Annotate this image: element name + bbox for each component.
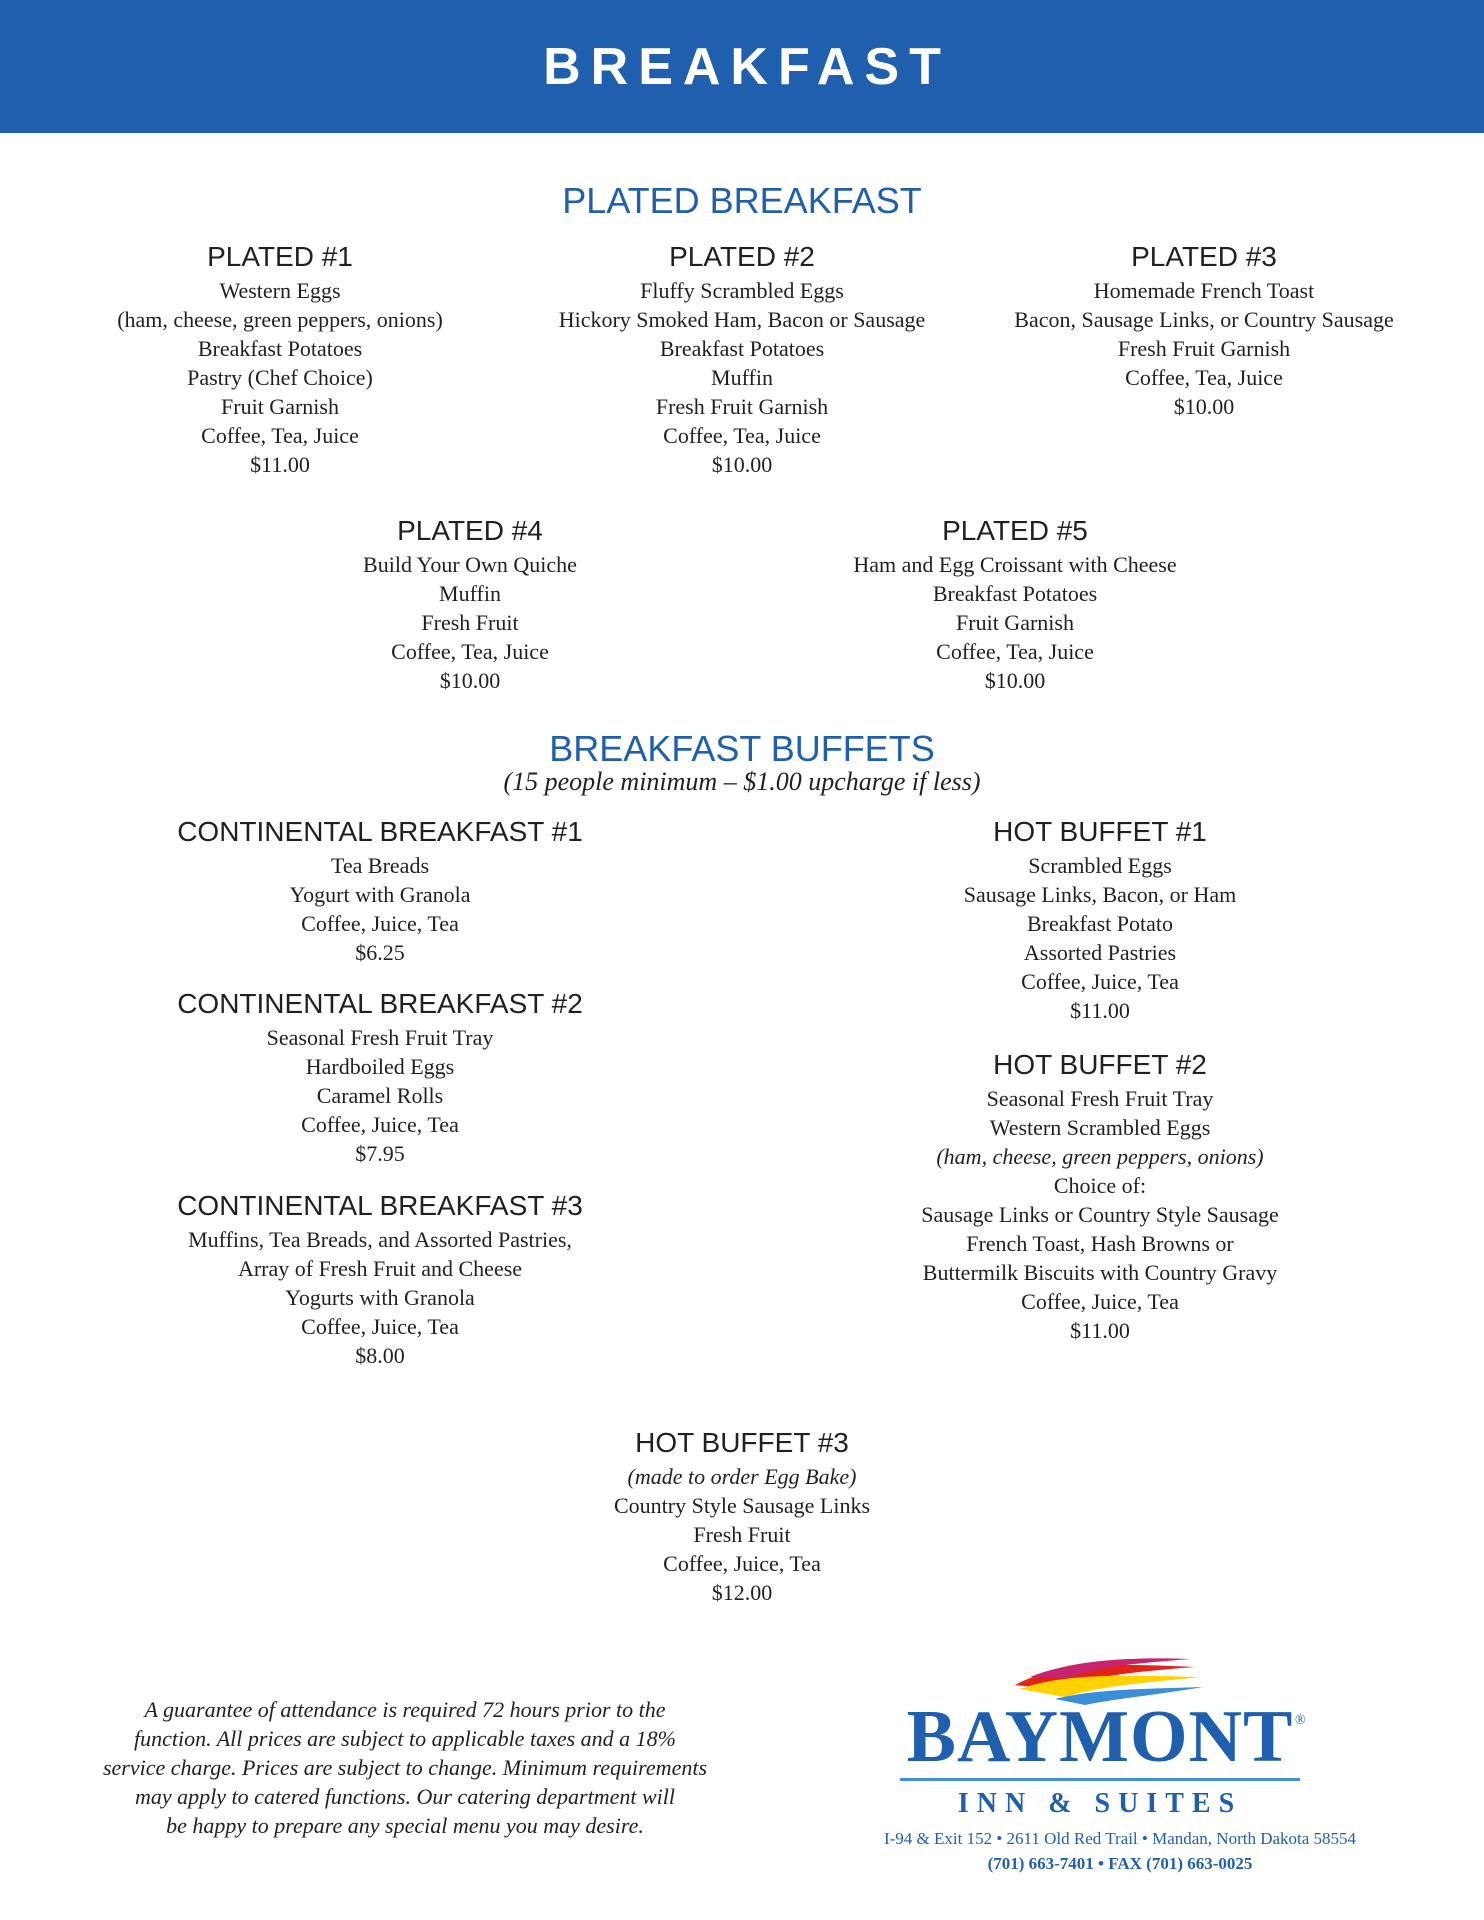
item-price: $10.00	[711, 452, 773, 477]
item-line: (ham, cheese, green peppers, onions)	[117, 307, 443, 332]
item-line: Ham and Egg Croissant with Cheese	[853, 552, 1177, 577]
continental-3-name: CONTINENTAL BREAKFAST #3	[177, 1190, 583, 1221]
item-line: Breakfast Potatoes	[659, 336, 825, 361]
logo-subtitle: INN & SUITES	[957, 1788, 1243, 1819]
plated-section-title: PLATED BREAKFAST	[562, 180, 922, 221]
buffets-section-title: BREAKFAST BUFFETS	[549, 728, 935, 769]
item-price: $8.00	[355, 1343, 405, 1368]
item-line: Scrambled Eggs	[1028, 853, 1172, 878]
item-line: Fresh Fruit Garnish	[1117, 336, 1291, 361]
item-line: Breakfast Potatoes	[197, 336, 363, 361]
item-line: Assorted Pastries	[1023, 940, 1177, 965]
item-line: Fresh Fruit Garnish	[655, 394, 829, 419]
continental-1-name: CONTINENTAL BREAKFAST #1	[177, 816, 583, 847]
address-line: I-94 & Exit 152 • 2611 Old Red Trail • Mandan, North Dakota 58554	[883, 1829, 1357, 1848]
item-line: Western Scrambled Eggs	[989, 1115, 1211, 1140]
item-line: Build Your Own Quiche	[363, 552, 577, 577]
item-line: Bacon, Sausage Links, or Country Sausage	[1014, 307, 1394, 332]
item-line: Coffee, Tea, Juice	[391, 639, 549, 664]
item-line: Yogurt with Granola	[289, 882, 471, 907]
item-line: Homemade French Toast	[1093, 278, 1315, 303]
item-line: French Toast, Hash Browns or	[966, 1231, 1234, 1256]
item-line: Seasonal Fresh Fruit Tray	[266, 1025, 494, 1050]
item-line: Hickory Smoked Ham, Bacon or Sausage	[558, 307, 926, 332]
plated-1-card	[80, 240, 480, 479]
item-line: Muffins, Tea Breads, and Assorted Pastries,	[188, 1227, 572, 1252]
item-line: Sausage Links or Country Style Sausage	[921, 1202, 1279, 1227]
item-line: Array of Fresh Fruit and Cheese	[237, 1256, 523, 1281]
page-title: BREAKFAST	[543, 37, 951, 96]
note-line: may apply to catered functions. Our catering department will	[135, 1784, 675, 1809]
item-line: Yogurts with Granola	[285, 1285, 475, 1310]
buffets-subtitle: (15 people minimum – $1.00 upcharge if less)	[503, 767, 981, 796]
item-line: Fruit Garnish	[956, 610, 1074, 635]
registered-mark: ®	[1295, 1713, 1306, 1728]
item-line: Coffee, Juice, Tea	[301, 911, 459, 936]
item-line: Country Style Sausage Links	[613, 1493, 871, 1518]
hot-buffet-1-card	[880, 815, 1320, 1025]
plated-5-card	[815, 514, 1215, 695]
plated-2-card	[532, 240, 952, 479]
item-line: Seasonal Fresh Fruit Tray	[986, 1086, 1214, 1111]
phone-line: (701) 663-7401 • FAX (701) 663-0025	[987, 1854, 1253, 1873]
item-line: Fresh Fruit	[693, 1522, 791, 1547]
plated-5-name: PLATED #5	[942, 515, 1088, 546]
hot-buffet-2-name: HOT BUFFET #2	[993, 1049, 1207, 1080]
item-line: Choice of:	[1053, 1173, 1147, 1198]
item-line: Tea Breads	[330, 853, 430, 878]
item-line: Pastry (Chef Choice)	[187, 365, 373, 390]
item-line: Coffee, Tea, Juice	[936, 639, 1094, 664]
item-line: Coffee, Tea, Juice	[663, 423, 821, 448]
item-price: $11.00	[1070, 998, 1130, 1023]
item-line: Fluffy Scrambled Eggs	[640, 278, 844, 303]
item-price: $12.00	[711, 1580, 773, 1605]
continental-2-name: CONTINENTAL BREAKFAST #2	[177, 988, 583, 1019]
item-price: $10.00	[439, 668, 501, 693]
note-line: A guarantee of attendance is required 72 hours prior to the	[144, 1697, 666, 1722]
item-line: Coffee, Tea, Juice	[1125, 365, 1283, 390]
item-line: Muffin	[711, 365, 773, 390]
guarantee-note	[70, 1695, 740, 1840]
item-price: $10.00	[1173, 394, 1235, 419]
item-line: Breakfast Potatoes	[932, 581, 1098, 606]
plated-4-name: PLATED #4	[397, 515, 543, 546]
item-line: Coffee, Juice, Tea	[663, 1551, 821, 1576]
item-line: Fruit Garnish	[221, 394, 339, 419]
note-line: function. All prices are subject to applicable taxes and a 18%	[134, 1726, 676, 1751]
item-price: $10.00	[984, 668, 1046, 693]
note-line: service charge. Prices are subject to change. Minimum requirements	[102, 1755, 708, 1780]
plated-2-name: PLATED #2	[669, 241, 815, 272]
logo-divider	[900, 1778, 1300, 1781]
item-line: Coffee, Juice, Tea	[1021, 969, 1179, 994]
item-price: $7.95	[355, 1141, 405, 1166]
item-line: Coffee, Juice, Tea	[1021, 1289, 1179, 1314]
item-line: Coffee, Juice, Tea	[301, 1112, 459, 1137]
item-line: Coffee, Tea, Juice	[201, 423, 359, 448]
plated-3-card	[984, 240, 1424, 421]
header-banner	[0, 0, 1484, 133]
hot-buffet-1-name: HOT BUFFET #1	[993, 816, 1207, 847]
item-line: Hardboiled Eggs	[305, 1054, 455, 1079]
item-line: Western Eggs	[219, 278, 341, 303]
continental-3-card	[150, 1189, 610, 1370]
hot-buffet-3-name: HOT BUFFET #3	[635, 1427, 849, 1458]
item-line: Buttermilk Biscuits with Country Gravy	[922, 1260, 1278, 1285]
item-line: Breakfast Potato	[1026, 911, 1174, 936]
plated-3-name: PLATED #3	[1131, 241, 1277, 272]
item-price: $11.00	[1070, 1318, 1130, 1343]
item-price: $6.25	[355, 940, 405, 965]
item-line: Muffin	[439, 581, 501, 606]
hot-buffet-2-card	[880, 1048, 1320, 1345]
logo-wordmark: BAYMONT	[906, 1696, 1294, 1778]
note-line: be happy to prepare any special menu you may desire.	[166, 1813, 644, 1838]
item-line: Sausage Links, Bacon, or Ham	[963, 882, 1237, 907]
item-line: Coffee, Juice, Tea	[301, 1314, 459, 1339]
item-line: (made to order Egg Bake)	[627, 1464, 857, 1489]
item-price: $11.00	[250, 452, 310, 477]
plated-1-name: PLATED #1	[207, 241, 353, 272]
continental-1-card	[150, 815, 610, 967]
item-line: (ham, cheese, green peppers, onions)	[936, 1144, 1264, 1169]
item-line: Caramel Rolls	[316, 1083, 444, 1108]
continental-2-card	[150, 987, 610, 1168]
plated-4-card	[270, 514, 670, 695]
hot-buffet-3-card	[542, 1426, 942, 1607]
item-line: Fresh Fruit	[421, 610, 519, 635]
